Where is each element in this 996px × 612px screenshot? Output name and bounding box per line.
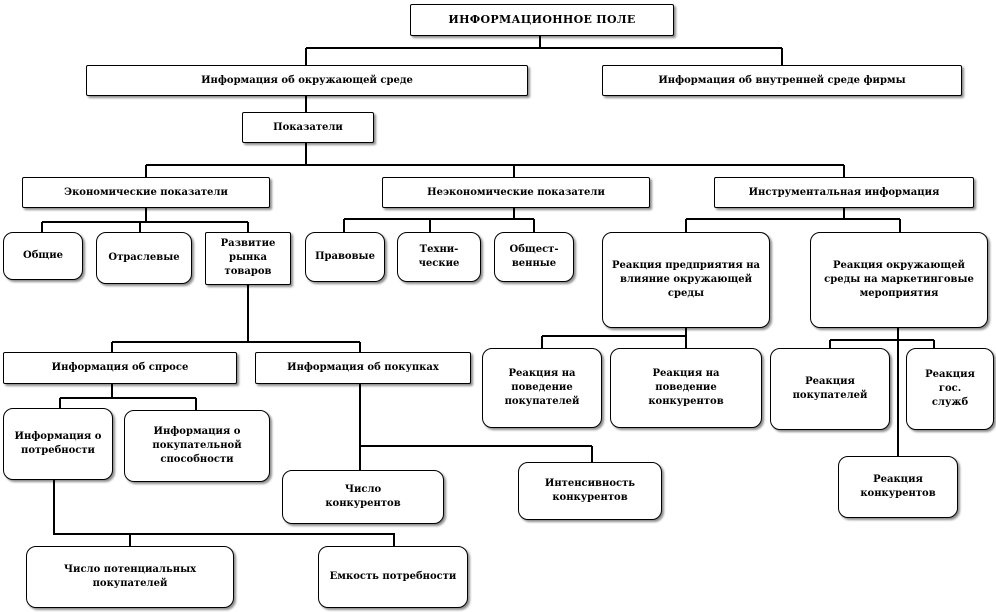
competitor-intensity-box: Интенсивность конкурентов	[518, 462, 662, 520]
demand-info-box: Информация об спросе	[3, 352, 237, 384]
potential-buyers-count-box: Число потенциальных покупателей	[26, 546, 234, 608]
general-indicators-box: Общие	[3, 232, 83, 280]
market-development-box: Развитие рынка товаров	[205, 232, 291, 285]
economic-indicators-box: Экономические показатели	[22, 177, 270, 208]
information-field-title-box: ИНФОРМАЦИОННОЕ ПОЛЕ	[410, 4, 674, 36]
competitors-reaction-box: Реакция конкурентов	[838, 456, 958, 518]
buyers-reaction-box: Реакция покупателей	[770, 348, 890, 430]
environment-reaction-box: Реакция окружающей среды на маркетинговые мероприятия	[810, 232, 988, 328]
government-reaction-box: Реакция гос. служб	[906, 348, 994, 430]
indicators-box: Показатели	[242, 112, 374, 143]
noneconomic-indicators-box: Неэкономические показатели	[382, 177, 650, 208]
purchasing-power-info-box: Информация о покупательной способности	[124, 410, 270, 482]
sectoral-indicators-box: Отраслевые	[96, 232, 192, 284]
need-capacity-box: Емкость потребности	[318, 546, 468, 608]
technical-indicators-box: Техни- ческие	[397, 232, 481, 282]
company-reaction-box: Реакция предприятия на влияние окружающей среды	[602, 232, 770, 328]
social-indicators-box: Общест- венные	[494, 232, 574, 282]
purchase-info-box: Информация об покупках	[255, 352, 471, 384]
needs-info-box: Информация о потребности	[3, 408, 113, 480]
competitor-behavior-reaction-box: Реакция на поведение конкурентов	[610, 348, 762, 428]
internal-environment-info-box: Информация об внутренней среде фирмы	[602, 65, 962, 96]
environment-info-box: Информация об окружающей среде	[86, 65, 528, 96]
instrumental-info-box: Инструментальная информация	[714, 177, 974, 208]
competitor-count-box: Число конкурентов	[282, 470, 444, 524]
legal-indicators-box: Правовые	[305, 232, 385, 282]
buyer-behavior-reaction-box: Реакция на поведение покупателей	[482, 348, 602, 428]
